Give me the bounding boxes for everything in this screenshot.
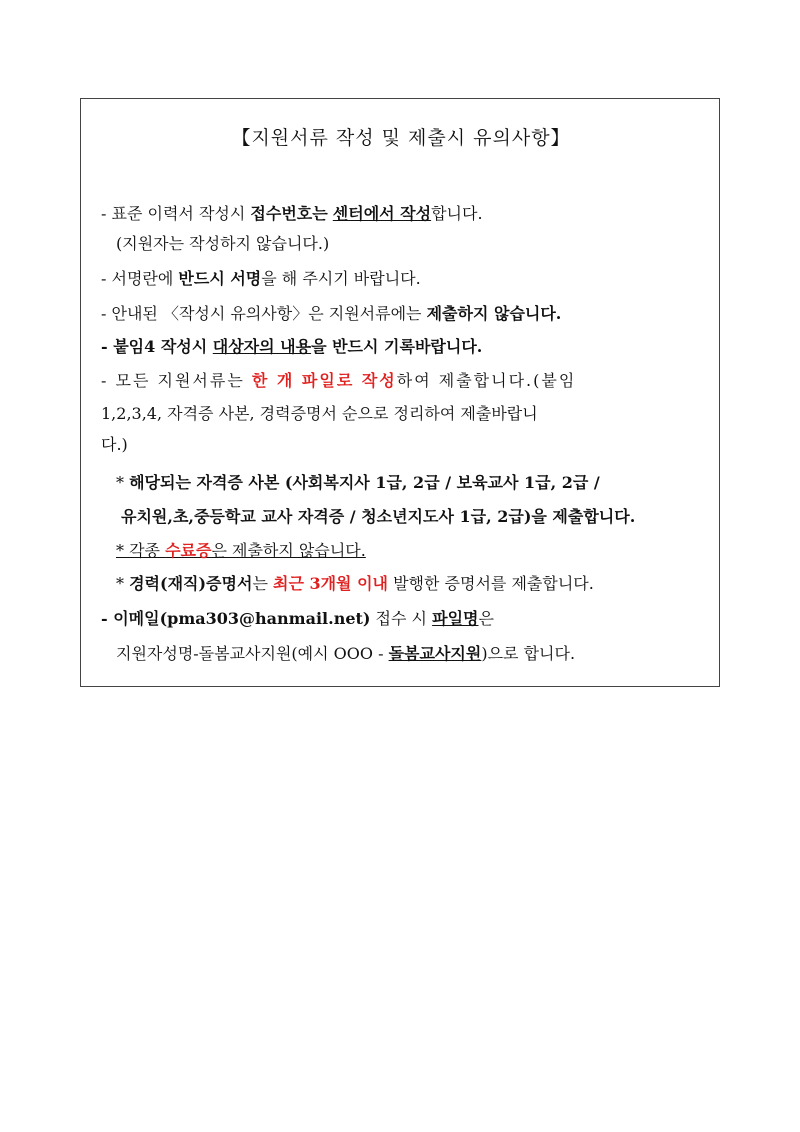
notice-line-9	[116, 473, 699, 493]
text: 은 제출하지 않습니다.	[211, 541, 366, 560]
text-underline-wrap	[116, 541, 366, 560]
text-red-bold: 수료증	[165, 541, 212, 560]
text: 1,2,3,4, 자격증 사본, 경력증명서 순으로 정리하여 제출바랍니	[101, 404, 538, 423]
notice-line-1	[101, 204, 699, 224]
text-bold-underline: 돌봄교사지원	[388, 644, 482, 663]
text: 지원자성명-돌봄교사지원(예시 OOO -	[116, 644, 389, 663]
text: - 모든 지원서류는	[101, 371, 252, 390]
text: 합니다.	[431, 204, 483, 223]
text: 접수 시	[370, 609, 433, 628]
notice-line-6	[101, 371, 699, 391]
text-bold: 반드시 서명	[178, 269, 262, 288]
notice-line-5	[101, 337, 699, 357]
notice-line-7	[101, 404, 699, 424]
text-bold: 접수번호는	[250, 204, 328, 223]
text: 을 해 주시기 바랍니다.	[261, 269, 421, 288]
text-bold: 해당되는 자격증 사본 (사회복지사 1급, 2급 / 보육교사 1급, 2급 /	[129, 473, 600, 492]
text: *	[116, 574, 130, 593]
text-bold: 제출하지 않습니다.	[426, 304, 562, 323]
notice-line-10	[121, 507, 699, 527]
text-red-bold: 한 개 파일로 작성	[251, 371, 397, 390]
text: 발행한 증명서를 제출합니다.	[388, 574, 594, 593]
notice-line-11	[116, 541, 699, 561]
text-bold: - 이메일(pma303@hanmail.net)	[101, 609, 371, 628]
notice-line-13	[101, 609, 699, 629]
notice-line-14	[116, 644, 699, 664]
text: (지원자는 작성하지 않습니다.)	[116, 234, 330, 253]
notice-line-2	[116, 234, 699, 254]
text-red-bold: 최근 3개월 이내	[272, 574, 388, 593]
text: 유치원,초,중등학교 교사 자격증 / 청소년지도사 1급, 2급)을 제출합니다.	[121, 507, 636, 526]
text: - 붙임4 작성시	[101, 337, 213, 356]
notice-box	[80, 98, 720, 687]
text: - 표준 이력서 작성시	[101, 204, 251, 223]
text: 다.)	[101, 435, 128, 454]
notice-line-8	[101, 435, 699, 455]
text: 을 반드시 기록바랍니다.	[311, 337, 483, 356]
text: 는	[252, 574, 273, 593]
text: *	[116, 473, 130, 492]
notice-line-3	[101, 269, 699, 289]
text-underline: 대상자의 내용	[212, 337, 312, 356]
text-bold-underline: 파일명	[432, 609, 479, 628]
text: )으로 합니다.	[481, 644, 576, 663]
notice-line-12	[116, 574, 699, 594]
text: 하여 제출합니다.(붙임	[396, 371, 577, 390]
text: 은	[478, 609, 494, 628]
notice-line-4	[101, 304, 699, 324]
text: * 각종	[116, 541, 166, 560]
text-bold: 경력(재직)증명서	[129, 574, 253, 593]
notice-title: 【지원서류 작성 및 제출시 유의사항】	[231, 127, 571, 149]
text: - 서명란에	[101, 269, 179, 288]
text: - 안내된 〈작성시 유의사항〉은 지원서류에는	[101, 304, 427, 323]
text-bold-underline: 센터에서 작성	[332, 204, 432, 223]
